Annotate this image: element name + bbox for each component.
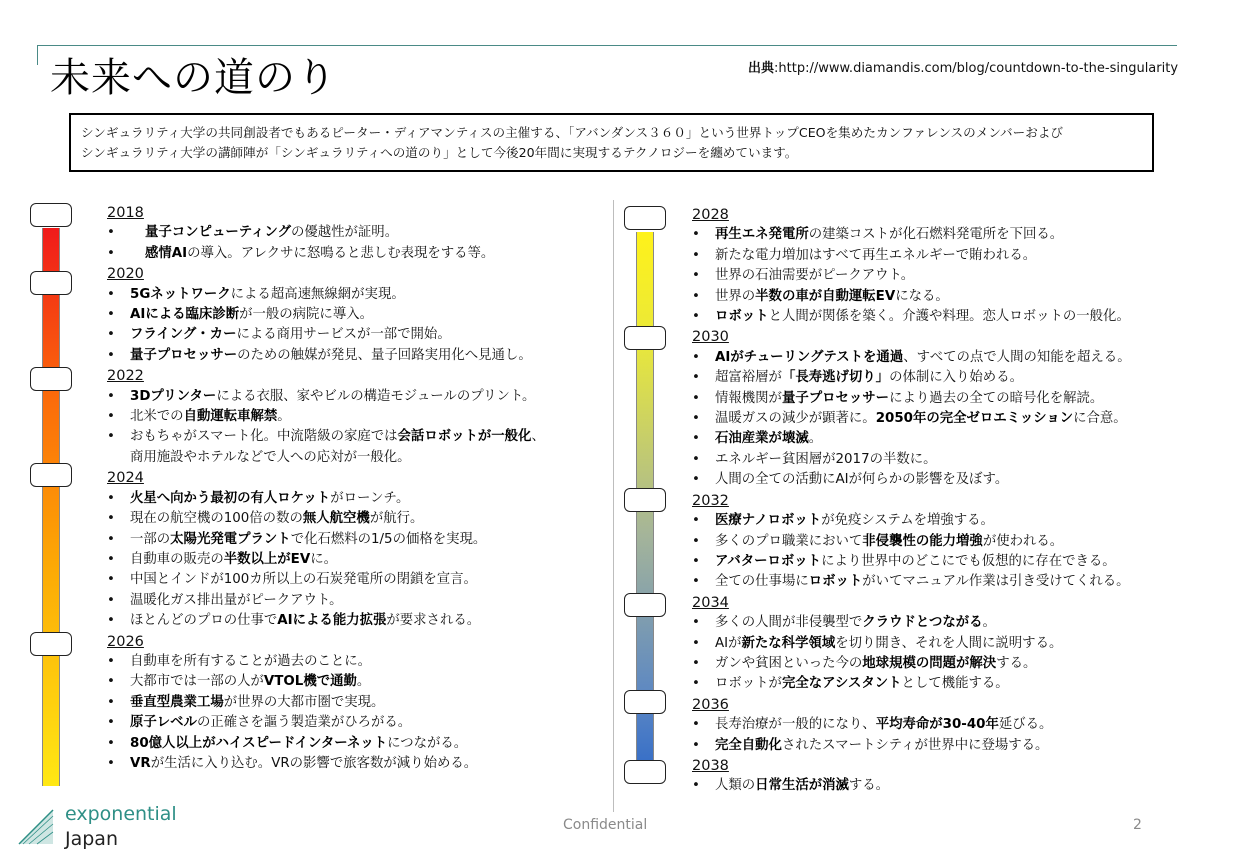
- list-item: • 北米での自動運転車解禁。: [107, 407, 545, 427]
- list-item: • 大都市では一部の人がVTOL機で通勤。: [107, 672, 545, 692]
- list-item: • 温暖化ガス排出量がピークアウト。: [107, 591, 545, 611]
- list-item: • VRが生活に入り込む。VRの影響で旅客数が減り始める。: [107, 754, 545, 774]
- company-logo: [15, 798, 195, 856]
- list-item: • エネルギー貧困層が2017の半数に。: [692, 450, 1131, 470]
- logo-text-secondary: Japan: [65, 828, 118, 850]
- list-item-continuation: 商用施設やホテルなどで人への応対が一般化。: [130, 449, 411, 465]
- year-heading: 2030: [692, 329, 729, 346]
- timeline-marker: [624, 593, 666, 617]
- list-item: • 自動車を所有することが過去のことに。: [107, 652, 545, 672]
- list-item: • 5Gネットワークによる超高速無線網が実現。: [107, 285, 545, 305]
- source-separator: :: [774, 61, 779, 76]
- source-label: 出典: [748, 61, 775, 76]
- year-heading: 2036: [692, 696, 729, 713]
- list-item: • 火星へ向かう最初の有人ロケットがローンチ。: [107, 489, 545, 509]
- year-heading: 2038: [692, 757, 729, 774]
- page-title: 未来への道のり: [50, 55, 337, 101]
- header-rule-tick: [37, 45, 38, 65]
- year-heading: 2022: [107, 368, 144, 385]
- list-item: • AIによる臨床診断が一般の病院に導入。: [107, 305, 545, 325]
- list-item: • 新たな電力増加はすべて再生エネルギーで賄われる。: [692, 246, 1131, 266]
- list-item: • ロボットと人間が関係を築く。介護や料理。恋人ロボットの一般化。: [692, 307, 1131, 327]
- list-item: • 感情AIの導入。アレクサに怒鳴ると悲しむ表現をする等。: [107, 244, 545, 264]
- header-rule: [37, 45, 1177, 46]
- list-item: • 世界の半数の車が自動運転EVになる。: [692, 287, 1131, 307]
- timeline-marker: [624, 760, 666, 784]
- list-item: • 原子レベルの正確さを謳う製造業がひろがる。: [107, 713, 545, 733]
- list-item: • 世界の石油需要がピークアウト。: [692, 266, 1131, 286]
- list-item: • ロボットが完全なアシスタントとして機能する。: [692, 674, 1131, 694]
- year-heading: 2026: [107, 633, 144, 650]
- year-heading: 2020: [107, 266, 144, 283]
- timeline-marker: [30, 463, 72, 487]
- list-item: • 多くのプロ職業において非侵襲性の能力増強が使われる。: [692, 532, 1131, 552]
- list-item: • 再生エネ発電所の建築コストが化石燃料発電所を下回る。: [692, 225, 1131, 245]
- timeline-marker: [30, 203, 72, 227]
- list-item: • 温暖ガスの減少が顕著に。2050年の完全ゼロエミッションに合意。: [692, 409, 1131, 429]
- list-item: • AIがチューリングテストを通過、すべての点で人間の知能を超える。: [692, 348, 1131, 368]
- year-heading: 2028: [692, 207, 729, 223]
- list-item: • 人間の全ての活動にAIが何らかの影響を及ぼす。: [692, 470, 1131, 490]
- list-item: • 自動車の販売の半数以上がEVに。: [107, 550, 545, 570]
- confidential-label: Confidential: [563, 817, 648, 833]
- list-item: • 80億人以上がハイスピードインターネットにつながる。: [107, 734, 545, 754]
- list-item: • アバターロボットにより世界中のどこにでも仮想的に存在できる。: [692, 552, 1131, 572]
- list-item: • 量子プロセッサーのための触媒が発見、量子回路実用化へ見通し。: [107, 346, 545, 366]
- page-number: 2: [1133, 817, 1142, 833]
- timeline-column-right: [692, 205, 1131, 797]
- list-item: • ほとんどのプロの仕事でAIによる能力拡張が要求される。: [107, 611, 545, 631]
- list-item: • 医療ナノロボットが免疫システムを増強する。: [692, 511, 1131, 531]
- list-item: • 全ての仕事場にロボットがいてマニュアル作業は引き受けてくれる。: [692, 572, 1131, 592]
- list-item: • 石油産業が壊滅。: [692, 429, 1131, 449]
- column-divider: [613, 200, 614, 812]
- list-item: • おもちゃがスマート化。中流階級の家庭では会話ロボットが一般化、: [107, 427, 545, 447]
- timeline-marker: [624, 206, 666, 230]
- timeline-marker: [30, 271, 72, 295]
- list-item: • 人類の日常生活が消滅する。: [692, 776, 1131, 796]
- timeline-marker: [624, 326, 666, 350]
- timeline-column-left: [107, 203, 545, 774]
- description-box: [69, 113, 1154, 172]
- year-heading: 2032: [692, 492, 729, 509]
- list-item: • 現在の航空機の100倍の数の無人航空機が航行。: [107, 509, 545, 529]
- list-item: • ガンや貧困といった今の地球規模の問題が解決する。: [692, 654, 1131, 674]
- list-item: • 多くの人間が非侵襲型でクラウドとつながる。: [692, 613, 1131, 633]
- year-heading: 2024: [107, 470, 144, 487]
- list-item: • 長寿治療が一般的になり、平均寿命が30-40年延びる。: [692, 715, 1131, 735]
- description-line: シンギュラリティ大学の共同創設者でもあるピーター・ディアマンティスの主催する、「アバンダンス３６０」という世界トップCEOを集めたカンファレンスのメンバーおよび: [81, 125, 1064, 140]
- list-item: • 量子コンピューティングの優越性が証明。: [107, 223, 545, 243]
- timeline-marker: [30, 367, 72, 391]
- list-item: • 完全自動化されたスマートシティが世界中に登場する。: [692, 736, 1131, 756]
- list-item: • 中国とインドが100カ所以上の石炭発電所の閉鎖を宣言。: [107, 570, 545, 590]
- source-url: http://www.diamandis.com/blog/countdown-to-the-singularity: [778, 61, 1179, 76]
- description-line: シンギュラリティ大学の講師陣が「シンギュラリティへの道のり」として今後20年間に実現するテクノロジーを纏めています。: [81, 145, 798, 160]
- list-item: • 垂直型農業工場が世界の大都市圏で実現。: [107, 693, 545, 713]
- list-item: • 情報機関が量子プロセッサーにより過去の全ての暗号化を解読。: [692, 389, 1131, 409]
- source-citation: [748, 60, 1178, 78]
- timeline-marker: [624, 488, 666, 512]
- list-item: • 超富裕層が「長寿逃げ切り」の体制に入り始める。: [692, 368, 1131, 388]
- exponential-logo-icon: [17, 806, 55, 846]
- year-heading: 2034: [692, 594, 729, 611]
- logo-text-primary: exponential: [65, 803, 177, 825]
- list-item: • 一部の太陽光発電プラントで化石燃料の1/5の価格を実現。: [107, 530, 545, 550]
- list-item: • AIが新たな科学領域を切り開き、それを人間に説明する。: [692, 634, 1131, 654]
- list-item: • 3Dプリンターによる衣服、家やビルの構造モジュールのプリント。: [107, 387, 545, 407]
- year-heading: 2018: [107, 205, 144, 221]
- timeline-marker: [30, 632, 72, 656]
- list-item: • フライング・カーによる商用サービスが一部で開始。: [107, 325, 545, 345]
- timeline-marker: [624, 690, 666, 714]
- timeline-bar-left: [42, 228, 60, 786]
